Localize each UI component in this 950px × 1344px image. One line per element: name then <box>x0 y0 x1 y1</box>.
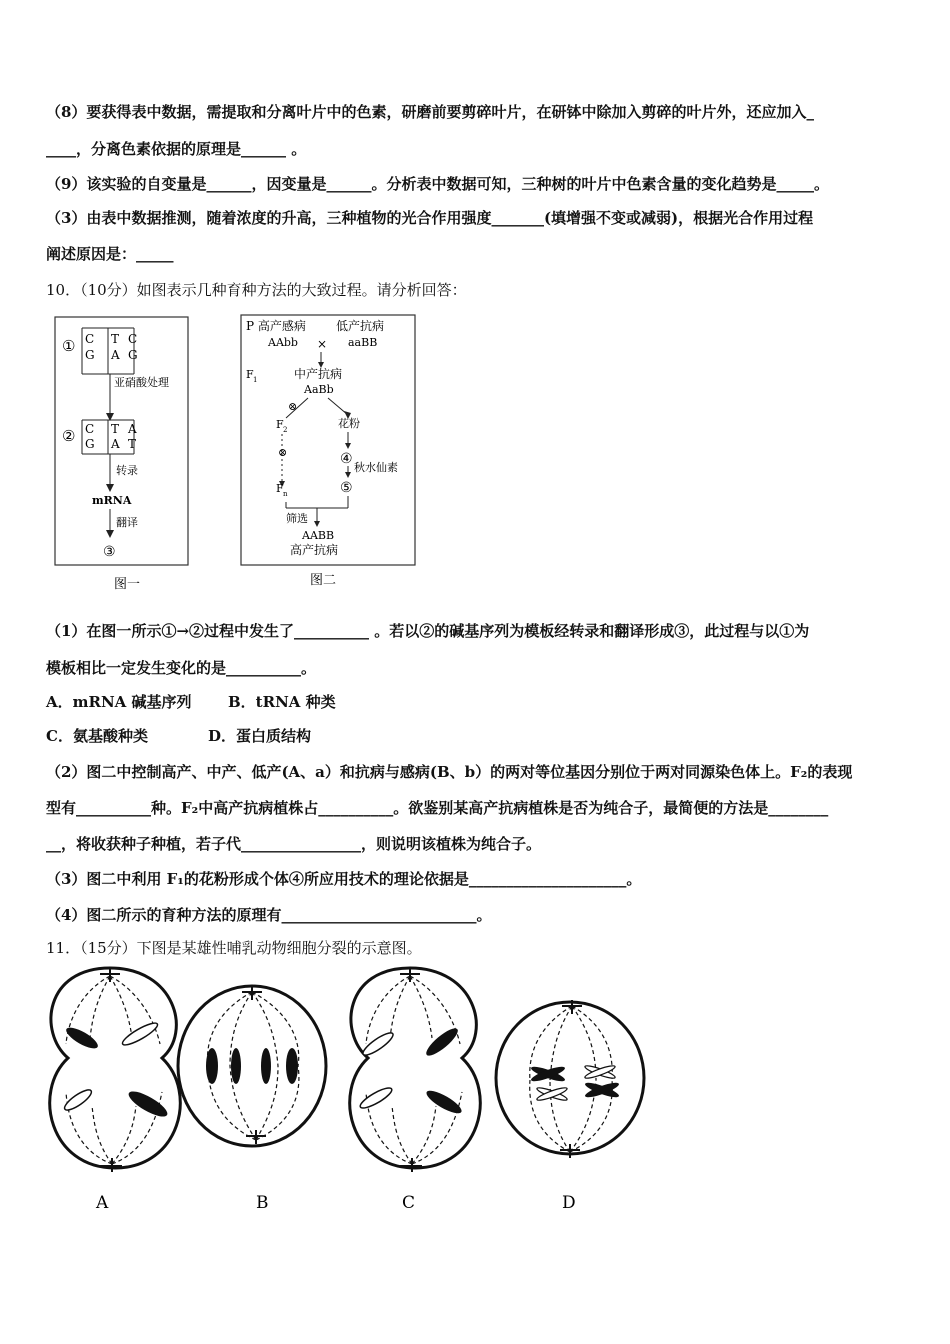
q9-part9-line: （9）该实验的自变量是______，因变量是______。分析表中数据可知，三种树的叶片中色素含量的变化趋势是_____。 <box>46 175 829 193</box>
fig2-parent1-label: P 高产感病 <box>246 319 306 333</box>
fig1-treatment-label: 亚硝酸处理 <box>114 376 169 389</box>
cell-b <box>178 986 326 1146</box>
cell-label-a: A <box>96 1193 109 1213</box>
cell-a-chromosomes <box>62 1020 171 1121</box>
cell-label-c: C <box>402 1193 416 1213</box>
fig1-base-top-2: T <box>111 332 120 346</box>
fig2-self-symbol-2: ⊗ <box>278 446 288 459</box>
fig2-f1-genotype: AaBb <box>304 383 334 396</box>
fig2-parent2-genotype: aaBB <box>348 336 378 349</box>
figure-one <box>52 314 192 594</box>
q10-option-d: D．蛋白质结构 <box>208 727 312 745</box>
q10-option-c: C．氨基酸种类 <box>46 727 148 745</box>
fig2-parent2-label: 低产抗病 <box>336 319 385 333</box>
fig2-f1-phenotype: 中产抗病 <box>294 367 343 381</box>
q10-sub1-line1: （1）在图一所示①→②过程中发生了__________ 。若以②的碱基序列为模板经转录和翻译形成③，此过程与以①为 <box>46 622 810 640</box>
fig1-mut-top-3: A <box>128 422 137 436</box>
fig2-parent1-genotype: AAbb <box>268 336 298 349</box>
fig1-mut-top-2: T <box>111 422 120 436</box>
q10-sub4-line: （4）图二所示的育种方法的原理有__________________________。 <box>46 906 492 924</box>
q9-part3-line2: 阐述原因是：_____ <box>46 245 174 263</box>
figure-two-frame <box>241 315 415 565</box>
cell-division-figures <box>40 962 680 1224</box>
fig1-mut-bottom-2: A <box>111 437 120 451</box>
fig1-base-top-1: C <box>85 332 95 346</box>
q10-option-b: B．tRNA 种类 <box>228 693 336 711</box>
fig2-fn-subscript: n <box>283 490 288 498</box>
fig2-result-genotype: AABB <box>302 529 335 542</box>
fig2-f1-subscript: 1 <box>253 376 258 384</box>
cell-label-d: D <box>562 1193 576 1213</box>
cell-c <box>350 968 481 1172</box>
q9-part3-line1: （3）由表中数据推测，随着浓度的升高，三种植物的光合作用强度_______(填增强不变或减弱)，根据光合作用过程 <box>46 209 814 227</box>
fig1-step3: ③ <box>103 544 116 560</box>
fig2-fn-label: F <box>276 482 284 495</box>
q10-stem: 10．（10分）如图表示几种育种方法的大致过程。请分析回答： <box>46 281 467 299</box>
fig2-f2-label: F <box>276 418 284 431</box>
cell-d <box>496 1000 644 1158</box>
cell-b-chromosomes <box>206 1048 298 1084</box>
fig1-translation-label: 翻译 <box>116 516 138 529</box>
cell-label-b: B <box>256 1193 269 1213</box>
fig2-step4: ④ <box>340 451 353 467</box>
fig1-mut-bottom-1: G <box>85 437 95 451</box>
fig2-step5: ⑤ <box>340 480 353 496</box>
fig2-colchicine-label: 秋水仙素 <box>354 461 398 474</box>
fig2-cross-symbol: × <box>317 337 328 351</box>
fig1-step1: ① <box>62 337 76 355</box>
fig2-pollen-label: 花粉 <box>338 417 360 430</box>
q10-option-a: A．mRNA 碱基序列 <box>46 693 192 711</box>
q10-sub2-line1: （2）图二中控制高产、中产、低产(A、a）和抗病与感病(B、b）的两对等位基因分别位于两对同源染色体上。F₂的表现 <box>46 763 853 781</box>
q10-sub3-line: （3）图二中利用 F₁的花粉形成个体④所应用技术的理论依据是_____________________。 <box>46 870 642 888</box>
fig1-base-bottom-3: G <box>128 348 138 362</box>
q10-sub1-line2: 模板相比一定发生变化的是__________。 <box>46 659 317 677</box>
fig2-self-symbol-1: ⊗ <box>288 400 298 413</box>
fig2-caption: 图二 <box>310 573 337 588</box>
fig1-base-bottom-1: G <box>85 348 95 362</box>
fig1-mrna-label: mRNA <box>92 494 132 507</box>
fig2-f1-label: F <box>246 368 254 381</box>
cell-d-chromosomes <box>530 1064 621 1103</box>
fig2-result-phenotype: 高产抗病 <box>290 543 339 557</box>
figure-two <box>238 312 418 594</box>
fig1-mut-top-1: C <box>85 422 95 436</box>
fig2-f2-subscript: 2 <box>283 426 288 434</box>
fig1-caption: 图一 <box>114 577 141 592</box>
q11-stem: 11．（15分）下图是某雄性哺乳动物细胞分裂的示意图。 <box>46 939 422 957</box>
q9-part8-line1: （8）要获得表中数据，需提取和分离叶片中的色素，研磨前要剪碎叶片，在研钵中除加入剪碎的叶片外，还应加入_ <box>46 103 814 121</box>
fig1-base-bottom-2: A <box>111 348 120 362</box>
fig2-selection-label: 筛选 <box>286 512 308 525</box>
fig1-step2: ② <box>62 427 76 445</box>
q9-part8-line2: ____，分离色素依据的原理是______ 。 <box>46 140 307 158</box>
cell-a <box>50 968 181 1172</box>
fig1-base-top-3: C <box>128 332 138 346</box>
fig1-transcription-label: 转录 <box>116 464 138 477</box>
q10-sub2-line3: __，将收获种子种植，若子代________________，则说明该植株为纯合子。 <box>46 835 542 853</box>
cell-c-chromosomes <box>358 1025 464 1118</box>
q10-sub2-line2: 型有__________种。F₂中高产抗病植株占__________。欲鉴别某高产抗病植株是否为纯合子，最简便的方法是________ <box>46 799 829 817</box>
fig1-mut-bottom-3: T <box>128 437 137 451</box>
